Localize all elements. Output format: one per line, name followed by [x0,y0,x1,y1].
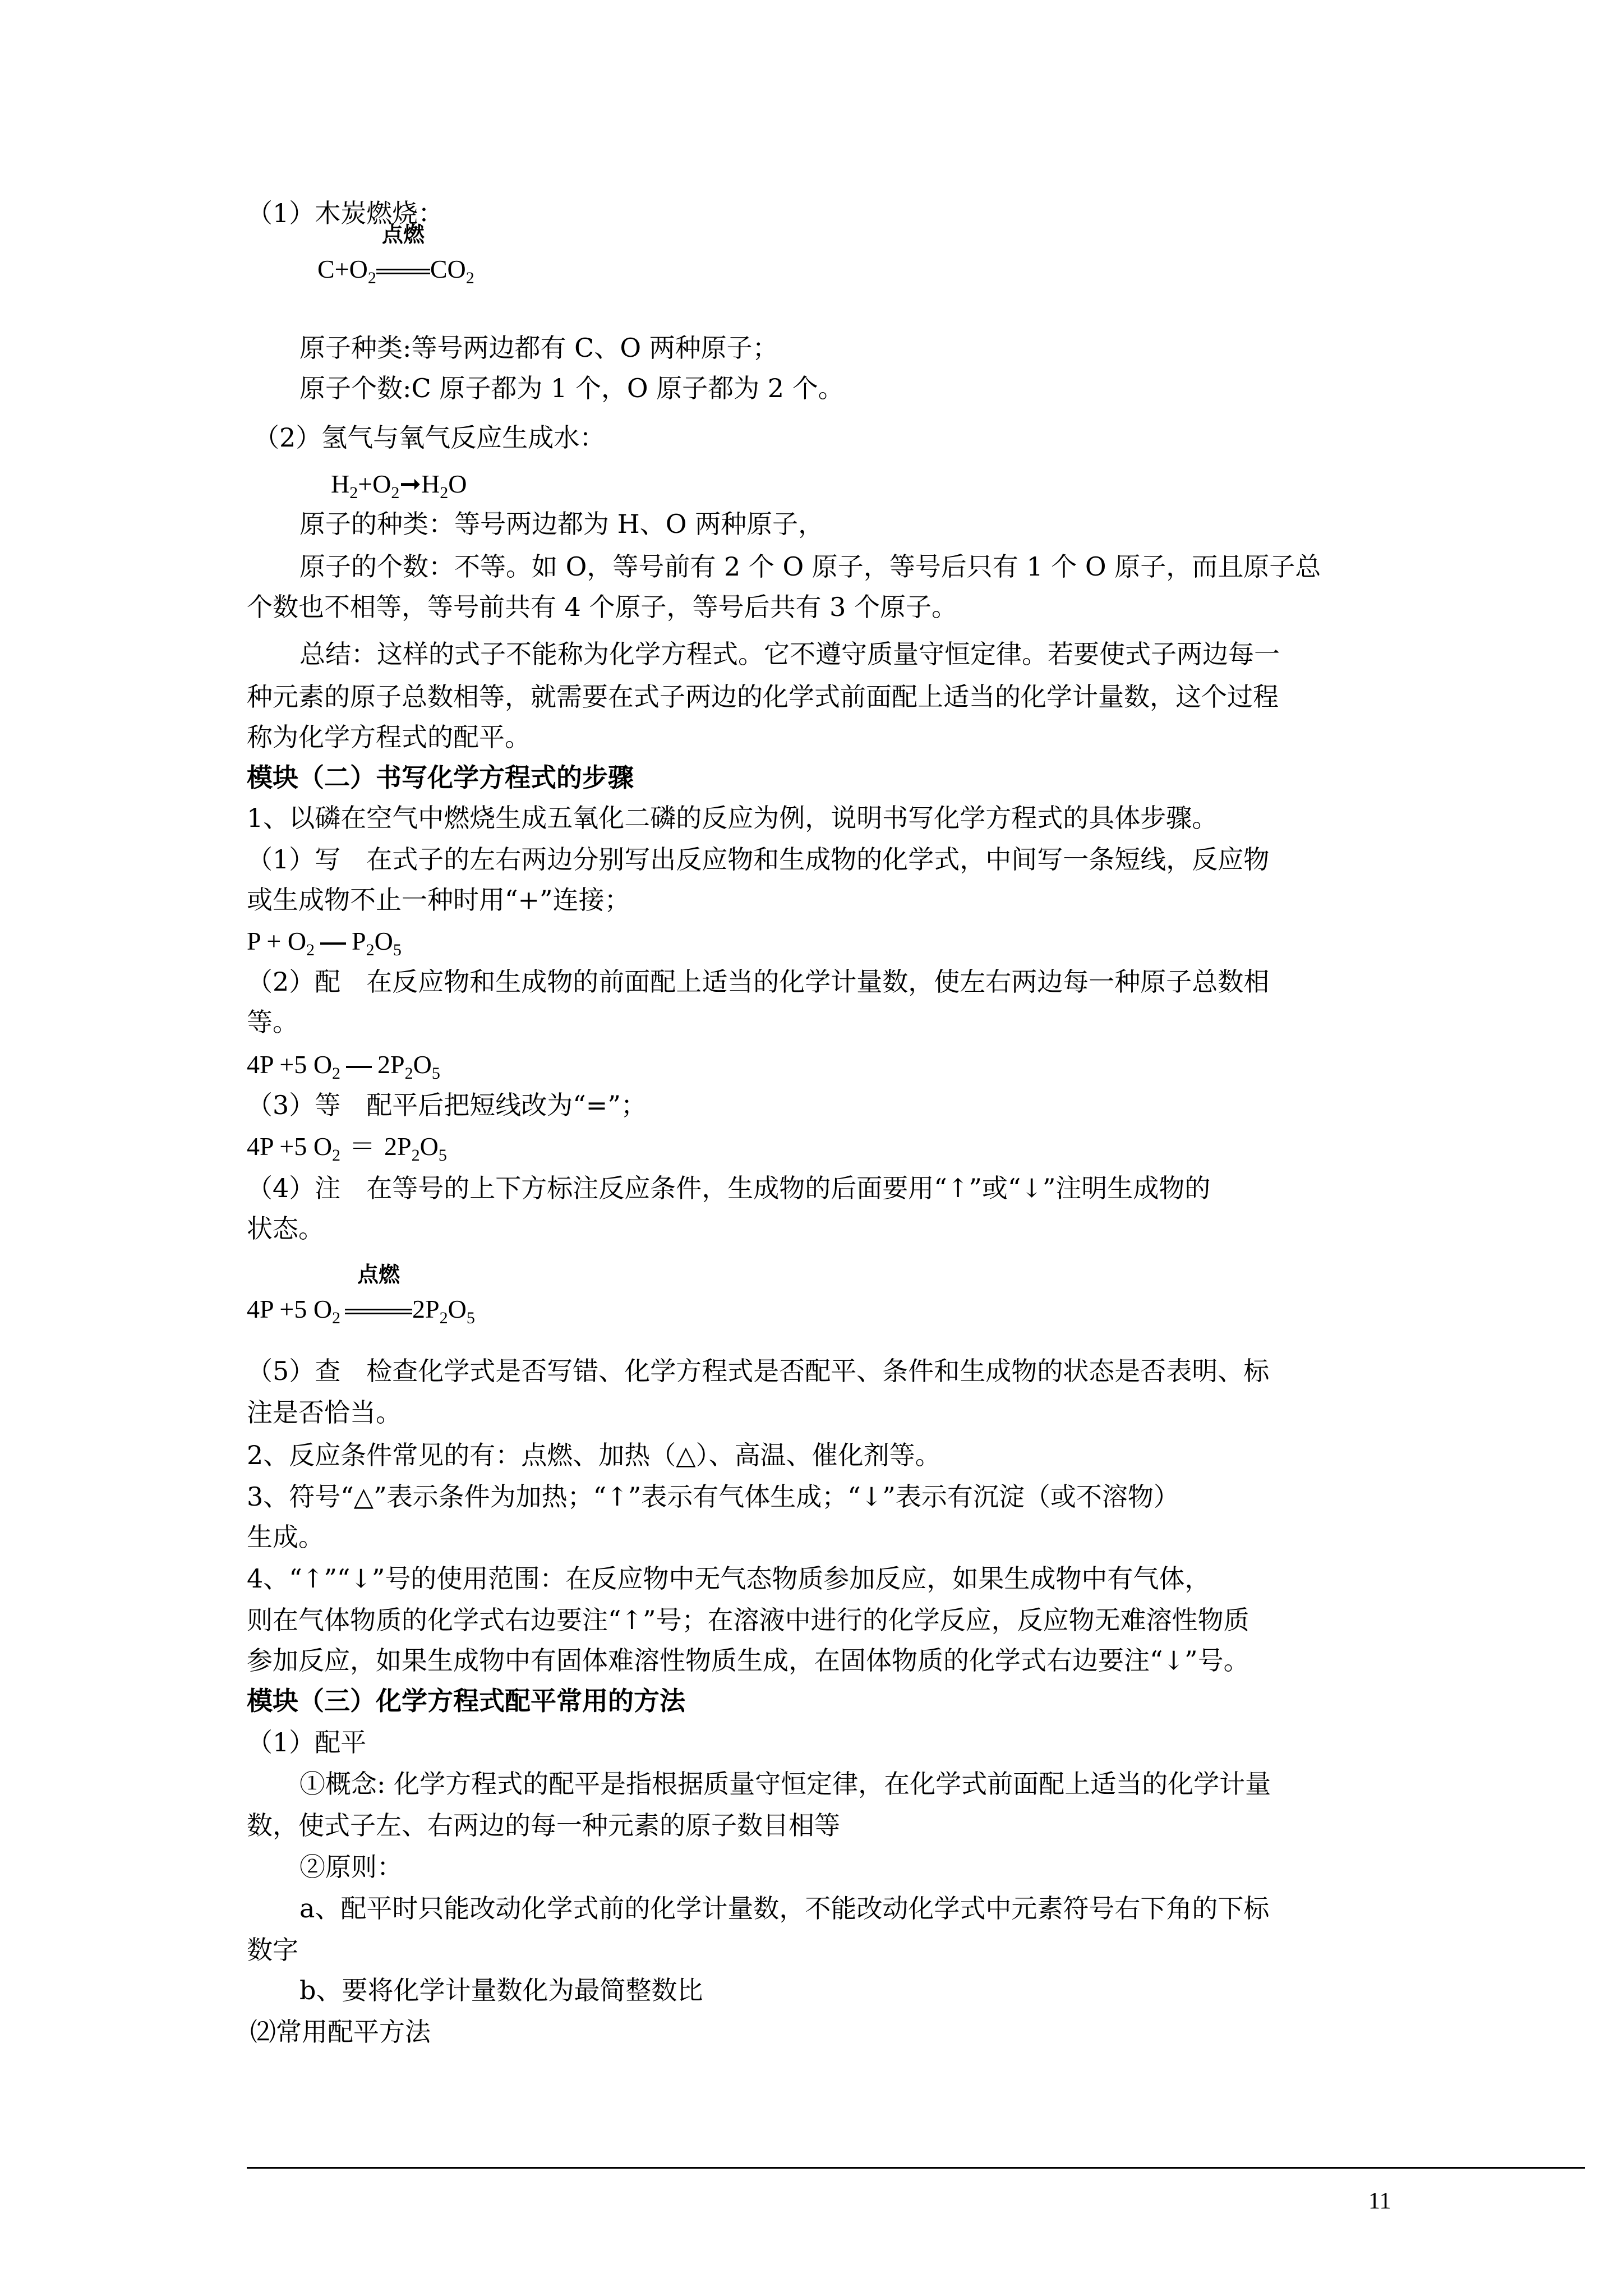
text-line: （1）写 在式子的左右两边分别写出反应物和生成物的化学式，中间写一条短线，反应物 [247,844,1270,875]
eq-subscript: 2 [332,1064,341,1083]
short-dash [320,942,346,945]
eq-part: O [419,1132,439,1161]
eq-subscript: 2 [349,484,358,502]
condition-label: 点燃 [357,1262,400,1287]
eq-part: O [448,470,467,498]
text-line: （1）木炭燃烧： [247,198,444,228]
eq-subscript: 5 [393,941,402,959]
text-line: ⑵常用配平方法 [250,2017,431,2047]
text-line: 1、以磷在空气中燃烧生成五氧化二磷的反应为例，说明书写化学方程式的具体步骤。 [247,803,1218,833]
text-line: 或生成物不止一种时用“+”连接； [247,885,630,915]
equation-step-write [247,923,402,959]
text-line: 总结：这样的式子不能称为化学方程式。它不遵守质量守恒定律。若要使式子两边每一 [299,639,1280,669]
short-dash [346,1066,372,1068]
text-line: 原子的种类：等号两边都为 H、O 两种原子， [299,509,824,539]
page-number: 11 [1368,2188,1391,2214]
equation-step-annotate [247,1262,475,1327]
text-line: 等。 [247,1007,298,1037]
text-line: 个数也不相等，等号前共有 4 个原子，等号后共有 3 个原子。 [247,592,958,622]
text-line: b、要将化学计量数化为最简整数比 [299,1975,703,2005]
text-line: 2、反应条件常见的有：点燃、加热（△）、高温、催化剂等。 [247,1440,941,1470]
text-line: 状态。 [247,1213,324,1244]
eq-part: P [352,927,366,955]
text-line: 称为化学方程式的配平。 [247,722,531,752]
equation-charcoal [317,222,474,287]
eq-subscript: 2 [404,1064,413,1083]
equals-bar [345,1309,412,1314]
text-line: （4）注 在等号的上下方标注反应条件，生成物的后面要用“↑”或“↓”注明生成物的 [247,1173,1211,1203]
text-line: 数字 [247,1935,298,1965]
eq-subscript: 2 [367,269,376,287]
eq-part: C+O [317,255,368,283]
eq-part: 2P [377,1050,405,1079]
eq-part: CO [430,255,466,283]
text-line: 原子的个数：不等。如 O，等号前有 2 个 O 原子，等号后只有 1 个 O 原子，而且原子总 [299,551,1321,582]
reaction-condition [345,1262,412,1327]
text-line: （3）等 配平后把短线改为“=”； [247,1090,647,1120]
eq-part: 4P +5 O [247,1050,333,1079]
eq-subscript: 2 [306,941,315,959]
eq-subscript: 5 [438,1146,447,1165]
text-line: （1）配平 [247,1727,367,1757]
eq-part: P + O [247,927,307,955]
eq-subscript: 2 [391,484,400,502]
eq-subscript: 2 [439,1309,448,1327]
text-line: ①概念: 化学方程式的配平是指根据质量守恒定律，在化学式前面配上适当的化学计量 [299,1769,1271,1799]
equals-bar [376,269,430,274]
reaction-condition [376,222,430,287]
eq-part: +O [358,470,391,498]
eq-subscript: 2 [411,1146,420,1165]
text-line: 则在气体物质的化学式右边要注“↑”号；在溶液中进行的化学反应，反应物无难溶性物质 [247,1605,1249,1635]
text-line: 生成。 [247,1522,324,1552]
text-line: （2）配 在反应物和生成物的前面配上适当的化学计量数，使左右两边每一种原子总数相 [247,967,1270,997]
text-line: 原子个数:C 原子都为 1 个，O 原子都为 2 个。 [299,373,844,403]
equation-step-equal [247,1129,447,1165]
eq-subscript: 5 [431,1064,440,1083]
text-line: 4、“↑”“↓”号的使用范围：在反应物中无气态物质参加反应，如果生成物中有气体， [247,1563,1211,1594]
text-line: 原子种类:等号两边都有 C、O 两种原子； [299,333,778,363]
eq-part: H [331,470,350,498]
eq-subscript: 2 [366,941,375,959]
section-heading: 模块（二）书写化学方程式的步骤 [247,762,634,793]
text-line: （2）氢气与氧气反应生成水： [253,422,606,453]
section-heading: 模块（三）化学方程式配平常用的方法 [247,1686,685,1716]
eq-part: O [374,927,393,955]
eq-part: O [448,1295,467,1323]
eq-part: 2P [384,1132,412,1161]
equation-step-balance [247,1047,440,1083]
eq-subscript: 2 [332,1309,341,1327]
text-line: 数，使式子左、右两边的每一种元素的原子数目相等 [247,1810,840,1841]
eq-part: H [421,470,440,498]
text-line: 参加反应，如果生成物中有固体难溶性物质生成，在固体物质的化学式右边要注“↓”号。 [247,1645,1249,1676]
eq-subscript: 2 [332,1146,341,1165]
eq-subscript: 2 [465,269,474,287]
text-line: （5）查 检查化学式是否写错、化学方程式是否配平、条件和生成物的状态是否表明、标 [247,1356,1270,1386]
text-line: 3、符号“△”表示条件为加热；“↑”表示有气体生成；“↓”表示有沉淀（或不溶物） [247,1481,1179,1512]
text-line: 注是否恰当。 [247,1397,402,1428]
arrow-icon: ➞ [399,468,421,499]
eq-part: 4P +5 O [247,1295,333,1323]
eq-part: O [413,1050,432,1079]
text-line: a、配平时只能改动化学式前的化学计量数，不能改动化学式中元素符号右下角的下标 [299,1893,1270,1924]
eq-subscript: 5 [466,1309,475,1327]
footer-rule [247,2167,1585,2169]
equation-water [331,466,467,502]
eq-part: 2P [412,1295,440,1323]
equals-sign: ＝ [349,1132,376,1161]
eq-subscript: 2 [440,484,449,502]
text-line: ②原则： [299,1852,403,1882]
eq-part: 4P +5 O [247,1132,333,1161]
text-line: 种元素的原子总数相等，就需要在式子两边的化学式前面配上适当的化学计量数，这个过程 [247,682,1279,712]
condition-label: 点燃 [381,222,425,247]
